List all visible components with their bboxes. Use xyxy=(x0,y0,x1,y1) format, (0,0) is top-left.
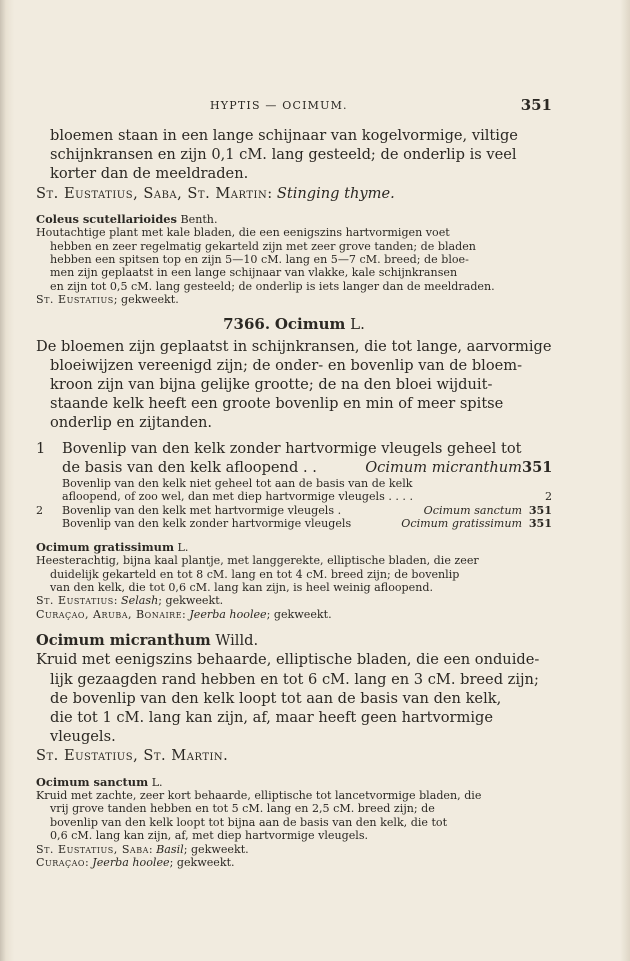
key-result: Ocimum sanctum xyxy=(423,503,522,517)
text-line: hebben en zeer regelmatig gekarteld zijn met zeer grove tanden; de bladen xyxy=(50,239,476,253)
distribution-rest: ; gekweekt. xyxy=(169,856,235,869)
distribution-rest: ; gekweekt. xyxy=(158,594,224,608)
distribution-rest: ; gekweekt. xyxy=(266,607,332,621)
key-lead-1b xyxy=(36,477,552,504)
distribution-places: St. Eustatius, St. Martin. xyxy=(36,747,229,765)
key-lead-1a xyxy=(36,439,552,477)
text-line: onderlip en zijtanden. xyxy=(50,414,212,432)
text-line: die tot 1 cM. lang kan zijn, af, maar heeft geen hartvormige vleugels. xyxy=(50,708,494,746)
species-heading xyxy=(36,776,552,789)
key-text: Bovenlip van den kelk zonder hartvormige vleugels geheel tot xyxy=(62,439,522,457)
vernacular-name: Basil xyxy=(156,842,184,856)
identification-key xyxy=(36,439,552,531)
key-text: Bovenlip van den kelk zonder hartvormige vleugels xyxy=(62,517,352,531)
text-line: staande kelk heeft een groote bovenlip en min of meer spitse xyxy=(50,395,504,413)
distribution: St. Eustatius: Selash; gekweekt. xyxy=(36,594,224,608)
species-author: Benth. xyxy=(180,212,218,226)
text-line: hebben een spitsen top en zijn 5—10 cM. lang en 5—7 cM. breed; de bloe- xyxy=(50,253,469,267)
genus-author: L. xyxy=(350,314,365,333)
hyptis-distribution xyxy=(36,184,552,203)
hyptis-description xyxy=(36,126,552,184)
key-lead-2a xyxy=(36,504,552,517)
running-head: HYPTIS — OCIMUM. xyxy=(210,99,348,112)
genus-name: Ocimum xyxy=(274,314,346,333)
distribution: Curaçao, Aruba, Bonaire: Jeerba hoolee; gekweekt. xyxy=(36,607,332,621)
distribution xyxy=(36,293,552,306)
text-line: men zijn geplaatst in een lange schijnaar van vlakke, kale schijnkransen xyxy=(50,266,458,280)
key-text: Bovenlip van den kelk niet geheel tot aan de basis van de kelk xyxy=(62,477,413,491)
page-content xyxy=(36,126,552,869)
text-line: bloeiwijzen vereenigd zijn; de onder- en bovenlip van de bloem- xyxy=(50,356,523,374)
species-name: Coleus scutellarioides xyxy=(36,211,177,226)
text-line: kroon zijn van bijna gelijke grootte; de na den bloei wijduit- xyxy=(50,376,493,394)
key-text: de basis van den kelk afloopend . . xyxy=(62,458,317,476)
key-number: 1 xyxy=(36,439,46,457)
text-line: schijnkransen en zijn 0,1 cM. lang gesteeld; de onderlip is veel xyxy=(50,146,517,164)
text-line: Houtachtige plant met kale bladen, die een eenigszins hartvormigen voet xyxy=(36,226,450,240)
species-name: Ocimum gratissimum xyxy=(36,539,175,554)
key-text: Bovenlip van den kelk met hartvormige vleugels . xyxy=(62,503,342,517)
page-header xyxy=(36,96,552,118)
species-author: Willd. xyxy=(215,632,259,650)
key-result: Ocimum micranthum xyxy=(365,458,522,476)
page-number: 351 xyxy=(520,96,552,114)
distribution-places: St. Eustatius xyxy=(36,594,114,608)
species-name: Ocimum micranthum xyxy=(36,632,211,650)
sanctum-entry xyxy=(36,776,552,870)
species-heading xyxy=(36,213,552,226)
text-line: Kruid met zachte, zeer kort behaarde, elliptische tot lancetvormige bladen, die xyxy=(36,788,482,802)
species-author: L. xyxy=(177,540,189,554)
genus-heading xyxy=(36,315,552,333)
distribution-places: Curaçao xyxy=(36,856,85,869)
genus-number: 7366. xyxy=(223,314,271,333)
text-line: duidelijk gekarteld en tot 8 cM. lang en tot 4 cM. breed zijn; de bovenlip xyxy=(50,567,460,581)
vernacular-name: Selash xyxy=(121,594,159,608)
distribution-rest: ; gekweekt. xyxy=(183,842,249,856)
species-heading xyxy=(36,631,552,650)
text-line: bloemen staan in een lange schijnaar van kogelvormige, viltige xyxy=(50,127,518,144)
vernacular-name: Jeerba hoolee xyxy=(189,607,267,621)
distribution-separator: : xyxy=(267,184,277,202)
text-line: lijk gezaagden rand hebben en tot 6 cM. lang en 3 cM. breed zijn; xyxy=(50,670,539,688)
genus-description xyxy=(36,337,552,433)
text-line: en zijn tot 0,5 cM. lang gesteeld; de onderlip is iets langer dan de meeldraden. xyxy=(50,279,495,293)
text-line: De bloemen zijn geplaatst in schijnkransen, die tot lange, aarvormige xyxy=(36,337,552,355)
key-page: 351 xyxy=(522,458,553,476)
text-line: de bovenlip van den kelk loopt tot aan de basis van den kelk, xyxy=(50,689,502,707)
text-line: vrij grove tanden hebben en tot 5 cM. lang en 2,5 cM. breed zijn; de xyxy=(50,802,435,816)
text-line: 0,6 cM. lang kan zijn, af, met diep hartvormige vleugels. xyxy=(50,829,369,843)
key-number: 2 xyxy=(36,503,44,517)
micranthum-entry xyxy=(36,631,552,765)
species-author: L. xyxy=(151,775,163,789)
distribution xyxy=(36,746,552,765)
text-line: Heesterachtig, bijna kaal plantje, met langgerekte, elliptische bladen, die zeer xyxy=(36,554,479,568)
vernacular-name: Stinging thyme. xyxy=(276,184,395,202)
text-line: van den kelk, die tot 0,6 cM. lang kan zijn, is heel weinig afloopend. xyxy=(50,580,433,594)
distribution-places: St. Eustatius xyxy=(36,293,114,307)
key-page: 351 xyxy=(528,517,552,531)
vernacular-name: Jeerba hoolee xyxy=(92,856,170,869)
gratissimum-entry xyxy=(36,541,552,621)
distribution: St. Eustatius, Saba: Basil; gekweekt. xyxy=(36,842,249,856)
distribution-places: Curaçao, Aruba, Bonaire xyxy=(36,607,183,621)
coleus-entry xyxy=(36,213,552,307)
key-ref: 2 xyxy=(544,490,552,504)
key-result: Ocimum gratissimum xyxy=(401,517,522,531)
text-line: korter dan de meeldraden. xyxy=(50,165,249,183)
distribution-places: St. Eustatius, Saba, St. Martin xyxy=(36,184,268,202)
key-page: 351 xyxy=(528,503,552,517)
distribution-rest: ; gekweekt. xyxy=(113,293,179,307)
species-name: Ocimum sanctum xyxy=(36,774,149,789)
text-line: Kruid met eenigszins behaarde, elliptische bladen, die een onduide- xyxy=(36,651,540,669)
distribution: Curaçao: Jeerba hoolee; gekweekt. xyxy=(36,856,235,869)
species-heading xyxy=(36,541,552,554)
key-lead-2b xyxy=(36,517,552,530)
text-line: bovenlip van den kelk loopt tot bijna aan de basis van den kelk, die tot xyxy=(50,815,448,829)
key-text: afloopend, of zoo wel, dan met diep hartvormige vleugels . . . . xyxy=(62,490,414,504)
distribution-places: St. Eustatius, Saba xyxy=(36,842,149,856)
